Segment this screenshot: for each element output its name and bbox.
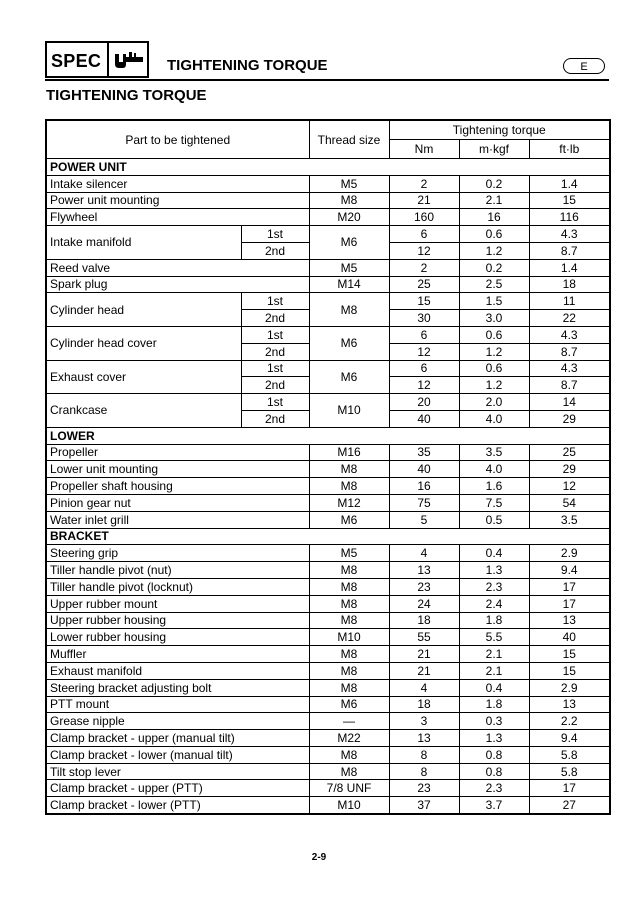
torque-mkgf: 0.6: [459, 326, 529, 343]
spec-box: [45, 41, 149, 78]
torque-ftlb: 1.4: [529, 175, 610, 192]
torque-ftlb: 15: [529, 192, 610, 209]
torque-ftlb: 15: [529, 662, 610, 679]
torque-table: [45, 119, 611, 815]
torque-nm: 15: [389, 293, 459, 310]
torque-ftlb: 3.5: [529, 511, 610, 528]
torque-ftlb: 29: [529, 461, 610, 478]
part-name: Intake silencer: [46, 175, 309, 192]
thread-size: M20: [309, 209, 389, 226]
torque-nm: 35: [389, 444, 459, 461]
table-row: [46, 478, 610, 495]
part-name: Spark plug: [46, 276, 309, 293]
table-row: [46, 780, 610, 797]
torque-ftlb: 22: [529, 310, 610, 327]
thread-size: M12: [309, 494, 389, 511]
thread-size: M5: [309, 259, 389, 276]
section-title: BRACKET: [46, 528, 610, 545]
torque-ftlb: 116: [529, 209, 610, 226]
torque-nm: 13: [389, 562, 459, 579]
table-row: [46, 612, 610, 629]
torque-mkgf: 1.8: [459, 696, 529, 713]
col-header-torque: Tightening torque: [389, 120, 610, 140]
torque-mkgf: 0.2: [459, 175, 529, 192]
torque-nm: 6: [389, 226, 459, 243]
torque-mkgf: 2.5: [459, 276, 529, 293]
torque-ftlb: 17: [529, 578, 610, 595]
torque-ftlb: 2.2: [529, 713, 610, 730]
torque-mkgf: 2.1: [459, 662, 529, 679]
part-name: Reed valve: [46, 259, 309, 276]
thread-size: M16: [309, 444, 389, 461]
torque-mkgf: 5.5: [459, 629, 529, 646]
thread-size: M8: [309, 578, 389, 595]
table-row: [46, 259, 610, 276]
thread-size: M8: [309, 646, 389, 663]
part-name: Steering bracket adjusting bolt: [46, 679, 309, 696]
step-label: 2nd: [241, 343, 309, 360]
torque-nm: 8: [389, 746, 459, 763]
header-title: TIGHTENING TORQUE: [167, 57, 328, 74]
torque-mkgf: 1.8: [459, 612, 529, 629]
torque-nm: 6: [389, 360, 459, 377]
section-row: [46, 528, 610, 545]
thread-size: M22: [309, 730, 389, 747]
table-row: [46, 713, 610, 730]
torque-nm: 18: [389, 696, 459, 713]
torque-nm: 25: [389, 276, 459, 293]
torque-ftlb: 17: [529, 780, 610, 797]
torque-nm: 2: [389, 259, 459, 276]
col-header-nm: Nm: [389, 140, 459, 159]
page-header: [45, 41, 609, 78]
thread-size: M5: [309, 175, 389, 192]
torque-mkgf: 4.0: [459, 410, 529, 427]
torque-mkgf: 4.0: [459, 461, 529, 478]
torque-mkgf: 1.2: [459, 377, 529, 394]
part-name: Propeller shaft housing: [46, 478, 309, 495]
table-row: [46, 646, 610, 663]
table-row: [46, 175, 610, 192]
torque-ftlb: 11: [529, 293, 610, 310]
part-name: Intake manifold: [46, 226, 241, 260]
part-name: PTT mount: [46, 696, 309, 713]
torque-mkgf: 0.6: [459, 360, 529, 377]
torque-ftlb: 2.9: [529, 545, 610, 562]
torque-ftlb: 54: [529, 494, 610, 511]
header-rule: [45, 79, 609, 81]
torque-nm: 4: [389, 679, 459, 696]
table-row: [46, 226, 610, 243]
step-label: 1st: [241, 226, 309, 243]
table-row: [46, 629, 610, 646]
thread-size: M6: [309, 360, 389, 394]
thread-size: M8: [309, 595, 389, 612]
section-title: POWER UNIT: [46, 159, 610, 176]
torque-mkgf: 0.6: [459, 226, 529, 243]
torque-ftlb: 18: [529, 276, 610, 293]
step-label: 2nd: [241, 310, 309, 327]
step-label: 2nd: [241, 242, 309, 259]
torque-ftlb: 14: [529, 394, 610, 411]
table-row: [46, 209, 610, 226]
table-row: [46, 461, 610, 478]
torque-nm: 5: [389, 511, 459, 528]
torque-nm: 37: [389, 797, 459, 814]
torque-mkgf: 2.4: [459, 595, 529, 612]
torque-nm: 24: [389, 595, 459, 612]
thread-size: M8: [309, 192, 389, 209]
torque-mkgf: 16: [459, 209, 529, 226]
thread-size: M10: [309, 629, 389, 646]
table-row: [46, 746, 610, 763]
part-name: Steering grip: [46, 545, 309, 562]
torque-nm: 40: [389, 410, 459, 427]
torque-ftlb: 5.8: [529, 746, 610, 763]
torque-ftlb: 27: [529, 797, 610, 814]
torque-nm: 21: [389, 192, 459, 209]
part-name: Clamp bracket - lower (manual tilt): [46, 746, 309, 763]
torque-mkgf: 1.3: [459, 730, 529, 747]
step-label: 1st: [241, 293, 309, 310]
torque-mkgf: 0.2: [459, 259, 529, 276]
language-badge: E: [563, 58, 605, 74]
thread-size: M6: [309, 226, 389, 260]
torque-ftlb: 5.8: [529, 763, 610, 780]
torque-mkgf: 0.4: [459, 545, 529, 562]
torque-mkgf: 2.3: [459, 578, 529, 595]
section-row: [46, 427, 610, 444]
torque-ftlb: 4.3: [529, 360, 610, 377]
col-header-thread: Thread size: [309, 120, 389, 159]
spec-label: SPEC: [51, 51, 102, 71]
part-name: Muffler: [46, 646, 309, 663]
torque-nm: 75: [389, 494, 459, 511]
part-name: Grease nipple: [46, 713, 309, 730]
part-name: Tiller handle pivot (nut): [46, 562, 309, 579]
torque-nm: 12: [389, 377, 459, 394]
section-row: [46, 159, 610, 176]
torque-nm: 2: [389, 175, 459, 192]
torque-ftlb: 8.7: [529, 242, 610, 259]
thread-size: M8: [309, 562, 389, 579]
step-label: 1st: [241, 360, 309, 377]
torque-nm: 30: [389, 310, 459, 327]
torque-mkgf: 1.3: [459, 562, 529, 579]
thread-size: M8: [309, 461, 389, 478]
torque-mkgf: 2.0: [459, 394, 529, 411]
torque-ftlb: 9.4: [529, 730, 610, 747]
torque-ftlb: 9.4: [529, 562, 610, 579]
thread-size: M10: [309, 394, 389, 428]
thread-size: —: [309, 713, 389, 730]
thread-size: M8: [309, 679, 389, 696]
table-row: [46, 394, 610, 411]
torque-table-wrap: [45, 119, 609, 815]
torque-ftlb: 25: [529, 444, 610, 461]
torque-nm: 6: [389, 326, 459, 343]
torque-nm: 40: [389, 461, 459, 478]
thread-size: M8: [309, 612, 389, 629]
torque-ftlb: 8.7: [529, 343, 610, 360]
thread-size: M8: [309, 746, 389, 763]
table-row: [46, 293, 610, 310]
table-row: [46, 763, 610, 780]
torque-mkgf: 0.3: [459, 713, 529, 730]
table-row: [46, 192, 610, 209]
part-name: Exhaust manifold: [46, 662, 309, 679]
part-name: Cylinder head cover: [46, 326, 241, 360]
torque-ftlb: 8.7: [529, 377, 610, 394]
part-name: Cylinder head: [46, 293, 241, 327]
torque-ftlb: 4.3: [529, 326, 610, 343]
thread-size: 7/8 UNF: [309, 780, 389, 797]
torque-ftlb: 2.9: [529, 679, 610, 696]
table-row: [46, 696, 610, 713]
part-name: Upper rubber housing: [46, 612, 309, 629]
section-title: LOWER: [46, 427, 610, 444]
table-row: [46, 679, 610, 696]
col-header-part: Part to be tightened: [46, 120, 309, 159]
torque-ftlb: 13: [529, 612, 610, 629]
thread-size: M5: [309, 545, 389, 562]
torque-nm: 20: [389, 394, 459, 411]
torque-table-body: [46, 159, 610, 815]
torque-nm: 23: [389, 780, 459, 797]
torque-ftlb: 17: [529, 595, 610, 612]
table-row: [46, 730, 610, 747]
table-row: [46, 797, 610, 814]
torque-mkgf: 0.4: [459, 679, 529, 696]
thread-size: M14: [309, 276, 389, 293]
torque-mkgf: 3.7: [459, 797, 529, 814]
table-row: [46, 276, 610, 293]
thread-size: M10: [309, 797, 389, 814]
table-row: [46, 511, 610, 528]
torque-mkgf: 2.1: [459, 192, 529, 209]
torque-nm: 55: [389, 629, 459, 646]
table-row: [46, 545, 610, 562]
part-name: Tiller handle pivot (locknut): [46, 578, 309, 595]
torque-ftlb: 1.4: [529, 259, 610, 276]
torque-mkgf: 7.5: [459, 494, 529, 511]
table-row: [46, 326, 610, 343]
torque-nm: 160: [389, 209, 459, 226]
part-name: Water inlet grill: [46, 511, 309, 528]
part-name: Lower rubber housing: [46, 629, 309, 646]
step-label: 2nd: [241, 410, 309, 427]
torque-mkgf: 0.8: [459, 763, 529, 780]
part-name: Clamp bracket - lower (PTT): [46, 797, 309, 814]
part-name: Pinion gear nut: [46, 494, 309, 511]
torque-nm: 18: [389, 612, 459, 629]
torque-mkgf: 3.0: [459, 310, 529, 327]
page-number: 2-9: [311, 852, 327, 863]
thread-size: M6: [309, 326, 389, 360]
part-name: Tilt stop lever: [46, 763, 309, 780]
torque-nm: 12: [389, 242, 459, 259]
table-row: [46, 444, 610, 461]
torque-mkgf: 1.5: [459, 293, 529, 310]
torque-ftlb: 40: [529, 629, 610, 646]
torque-ftlb: 15: [529, 646, 610, 663]
table-row: [46, 662, 610, 679]
torque-nm: 16: [389, 478, 459, 495]
torque-mkgf: 3.5: [459, 444, 529, 461]
thread-size: M8: [309, 763, 389, 780]
part-name: Power unit mounting: [46, 192, 309, 209]
torque-mkgf: 2.1: [459, 646, 529, 663]
table-row: [46, 360, 610, 377]
part-name: Clamp bracket - upper (manual tilt): [46, 730, 309, 747]
part-name: Flywheel: [46, 209, 309, 226]
torque-mkgf: 0.8: [459, 746, 529, 763]
table-row: [46, 562, 610, 579]
part-name: Clamp bracket - upper (PTT): [46, 780, 309, 797]
torque-mkgf: 2.3: [459, 780, 529, 797]
thread-size: M8: [309, 662, 389, 679]
spec-divider: [107, 43, 109, 76]
torque-ftlb: 12: [529, 478, 610, 495]
step-label: 2nd: [241, 377, 309, 394]
thread-size: M8: [309, 293, 389, 327]
col-header-ftlb: ft·lb: [529, 140, 610, 159]
step-label: 1st: [241, 326, 309, 343]
torque-nm: 3: [389, 713, 459, 730]
torque-mkgf: 1.6: [459, 478, 529, 495]
page-heading: TIGHTENING TORQUE: [46, 87, 207, 104]
step-label: 1st: [241, 394, 309, 411]
thread-size: M6: [309, 696, 389, 713]
table-row: [46, 595, 610, 612]
torque-mkgf: 1.2: [459, 343, 529, 360]
part-name: Crankcase: [46, 394, 241, 428]
col-header-mkgf: m·kgf: [459, 140, 529, 159]
table-row: [46, 494, 610, 511]
torque-nm: 13: [389, 730, 459, 747]
torque-nm: 8: [389, 763, 459, 780]
torque-nm: 4: [389, 545, 459, 562]
torque-wrench-icon: [113, 50, 145, 70]
torque-nm: 12: [389, 343, 459, 360]
torque-ftlb: 29: [529, 410, 610, 427]
torque-nm: 21: [389, 662, 459, 679]
thread-size: M6: [309, 511, 389, 528]
part-name: Upper rubber mount: [46, 595, 309, 612]
part-name: Lower unit mounting: [46, 461, 309, 478]
torque-ftlb: 13: [529, 696, 610, 713]
part-name: Propeller: [46, 444, 309, 461]
table-row: [46, 578, 610, 595]
torque-nm: 21: [389, 646, 459, 663]
part-name: Exhaust cover: [46, 360, 241, 394]
torque-mkgf: 0.5: [459, 511, 529, 528]
thread-size: M8: [309, 478, 389, 495]
torque-mkgf: 1.2: [459, 242, 529, 259]
torque-nm: 23: [389, 578, 459, 595]
torque-ftlb: 4.3: [529, 226, 610, 243]
